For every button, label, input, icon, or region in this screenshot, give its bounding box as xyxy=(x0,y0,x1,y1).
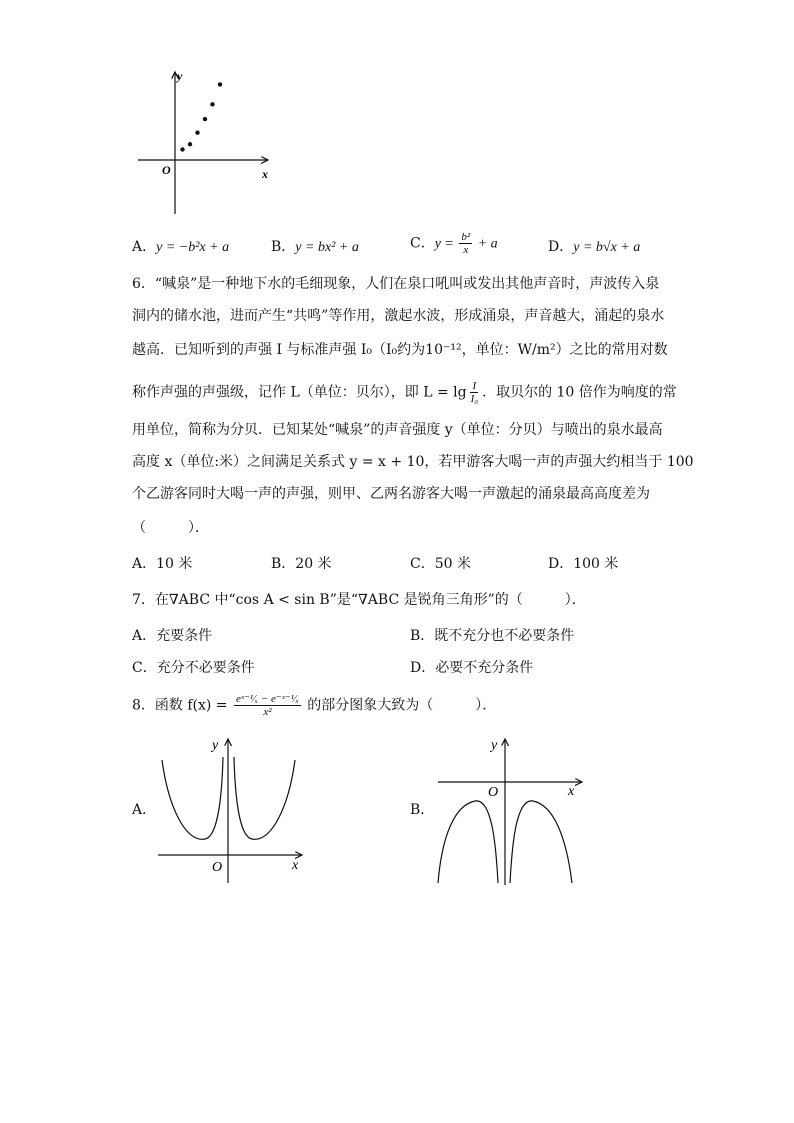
q6-option-c[interactable]: C．50 米 xyxy=(410,556,471,572)
option-letter: B． xyxy=(271,239,296,255)
option-expr: y = bx² + a xyxy=(295,240,359,255)
q6-line-4-post: ．取贝尔的 10 倍作为响度的常 xyxy=(482,384,677,401)
q7-option-c[interactable]: C．充分不必要条件 xyxy=(132,660,255,676)
graph-b-x-label: x xyxy=(568,784,575,799)
option-letter: D． xyxy=(548,239,574,255)
option-expr: y = b√x + a xyxy=(573,240,641,255)
scatter-points xyxy=(180,82,222,152)
scatter-point xyxy=(218,82,222,86)
q6-line-5: 用单位，简称为分贝．已知某处“喊泉”的声音强度 y（单位：分贝）与喷出的泉水最高 xyxy=(132,422,663,438)
q5-option-d[interactable] xyxy=(548,237,640,258)
q8-option-b-label[interactable]: B． xyxy=(410,802,435,818)
graph-a-origin-label: O xyxy=(212,860,223,875)
graph-a-y-label: y xyxy=(212,738,219,753)
q6-line-4 xyxy=(132,380,677,405)
scatter-y-label: y xyxy=(177,69,183,83)
q6-line-6: 高度 x（单位:米）之间满足关系式 y = x + 10，若甲游客大喝一声的声强大约相当于 100 xyxy=(132,454,694,470)
q6-option-a[interactable]: A．10 米 xyxy=(132,556,193,572)
scatter-point xyxy=(188,142,192,146)
graph-a-x-label: x xyxy=(292,858,299,873)
q5-option-a[interactable] xyxy=(132,237,229,258)
q5-option-b[interactable] xyxy=(271,237,359,258)
option-letter: C． xyxy=(410,235,435,252)
graph-b-left-branch xyxy=(438,801,498,883)
option-expr: y = xyxy=(434,236,458,252)
option-expr-post: + a xyxy=(474,236,498,252)
scatter-origin-label: O xyxy=(162,163,171,177)
scatter-x-label: x xyxy=(262,167,268,181)
q6-line-1: 6．“喊泉”是一种地下水的毛细现象，人们在泉口吼叫或发出其他声音时，声波传入泉 xyxy=(132,276,660,292)
q6-fraction: $\frac{I}{\text{I₀}}$ xyxy=(470,380,479,405)
q8-option-a-label[interactable]: A． xyxy=(132,802,157,818)
q6-line-3: 越高．已知听到的声强 I 与标准声强 I₀（I₀约为10⁻¹²，单位：W/m²）之比的常用对数 xyxy=(132,342,668,358)
option-letter: A． xyxy=(132,239,157,255)
q6-line-2: 洞内的储水池，进而产生“共鸣”等作用，激起水波，形成涌泉，声音越大，涌起的泉水 xyxy=(132,308,665,324)
scatter-point xyxy=(180,147,184,151)
option-fraction: $\frac{\text{b²}}{x}$ xyxy=(461,231,471,256)
scatter-figure xyxy=(130,66,280,218)
q7-option-b[interactable]: B．既不充分也不必要条件 xyxy=(410,628,575,644)
q5-option-c[interactable] xyxy=(410,231,498,256)
q7-option-d[interactable]: D．必要不充分条件 xyxy=(410,660,534,676)
graph-a-right-branch xyxy=(234,757,295,839)
q7-option-a[interactable]: A．充要条件 xyxy=(132,628,213,644)
q6-line-4-pre: 称作声强的声强级，记作 L（单位：贝尔），即 L = lg xyxy=(132,384,467,401)
graph-b-right-branch xyxy=(510,801,572,883)
q6-line-7: 个乙游客同时大喝一声的声强，则甲、乙两名游客大喝一声激起的涌泉最高高度差为 xyxy=(132,486,650,502)
graph-a-left-branch xyxy=(162,757,223,839)
q7-stem: 7．在∇ABC 中“cos A < sin B”是“∇ABC 是锐角三角形”的（ ）． xyxy=(132,592,586,608)
q8-graph-a[interactable] xyxy=(150,735,310,885)
q8-stem-pre: 8．函数 f(x) = xyxy=(132,697,232,714)
scatter-point xyxy=(203,117,207,121)
q6-line-8: （ ）． xyxy=(132,520,209,536)
scatter-point xyxy=(210,102,214,106)
graph-b-y-label: y xyxy=(491,738,498,753)
scatter-point xyxy=(195,131,199,135)
q8-fraction: $\frac{\text{eˣ⁻¹⁄ₓ − e⁻ˣ⁻¹⁄ₓ}}{\text{x²}}$ xyxy=(236,693,299,718)
q6-option-b[interactable]: B．20 米 xyxy=(271,556,332,572)
q6-option-d[interactable]: D．100 米 xyxy=(548,556,619,572)
q8-graph-b[interactable] xyxy=(430,735,590,887)
q8-stem xyxy=(132,693,496,718)
option-expr: y = −b²x + a xyxy=(156,240,230,255)
graph-b-origin-label: O xyxy=(488,785,499,800)
q8-stem-post: 的部分图象大致为（ ）． xyxy=(302,697,497,714)
